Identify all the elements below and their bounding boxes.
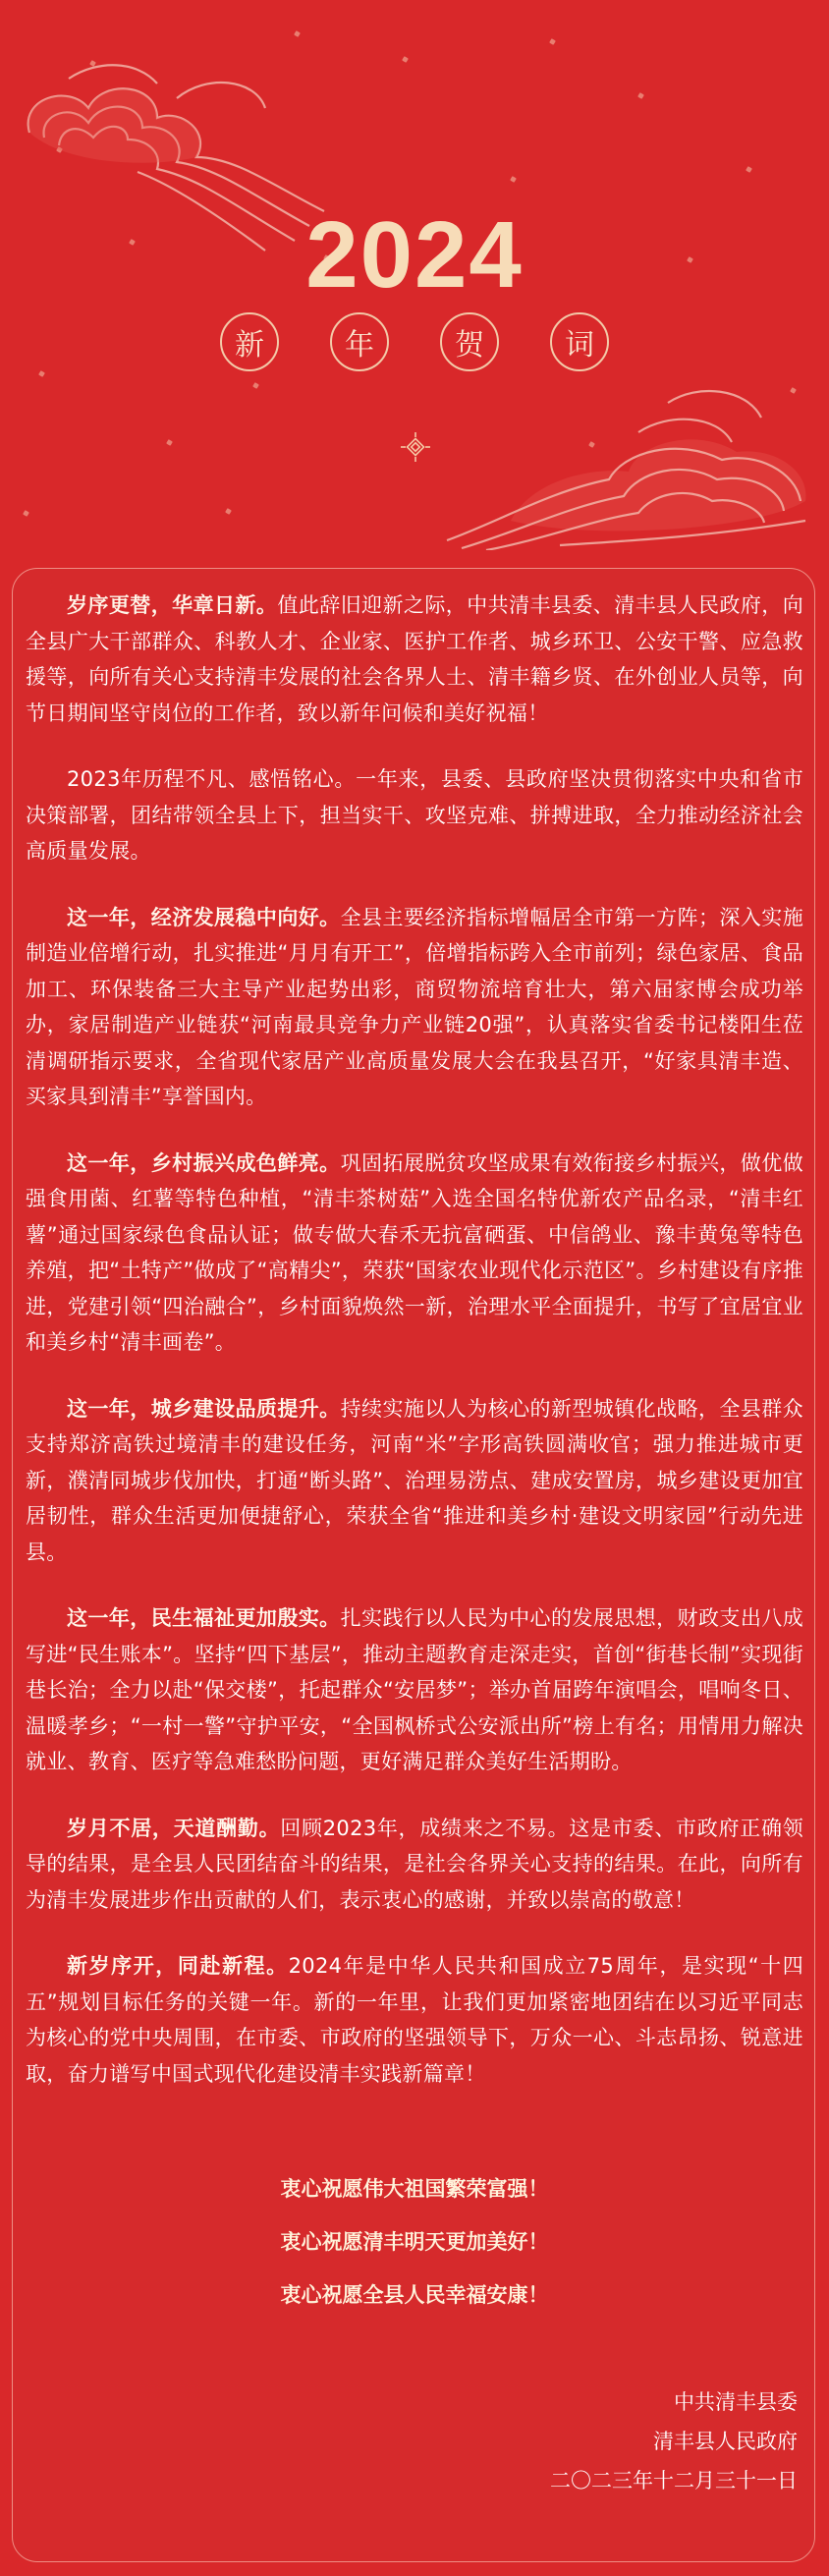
- greeting-char: 新: [220, 312, 279, 371]
- paragraph-text: 值此辞旧迎新之际，中共清丰县委、清丰县人民政府，向全县广大干部群众、科教人才、企业家、医护工作者、城乡环卫、公安干警、应急救援等，向所有关心支持清丰发展的社会各界人士、清丰籍乡贤、在外创业人员等，向节日期间坚守岗位的工作者，致以新年问候和美好祝福！: [26, 593, 804, 725]
- paragraph-lead: 这一年，经济发展稳中向好。: [67, 905, 341, 929]
- paragraph-text: 2023年历程不凡、感悟铭心。一年来，县委、县政府坚决贯彻落实中央和省市决策部署，团结带领全县上下，担当实干、攻坚克难、拼搏进取，全力推动经济社会高质量发展。: [26, 767, 803, 863]
- paragraph: [26, 1948, 803, 2092]
- greeting-char: 词: [550, 312, 609, 371]
- paragraph: [26, 1600, 803, 1780]
- paragraph-lead: 岁序更替，华章日新。: [67, 593, 278, 617]
- wishes-block: [0, 2171, 829, 2330]
- paragraph-text: 扎实践行以人民为中心的发展思想，财政支出八成写进“民生账本”。坚持“四下基层”，推动主题教育走深走实，首创“街巷长制”实现街巷长治；全力以赴“保交楼”，托起群众“安居梦”；举办首届跨年演唱会，唱响冬日、温暖孝乡；“一村一警”守护平安，“全国枫桥式公安派出所”榜上有名；用情用力解决就业、教育、医疗等急难愁盼问题，更好满足群众美好生活期盼。: [26, 1606, 803, 1773]
- paragraph-text: 全县主要经济指标增幅居全市第一方阵；深入实施制造业倍增行动，扎实推进“月月有开工”，倍增指标跨入全市前列；绿色家居、食品加工、环保装备三大主导产业起势出彩，商贸物流培育壮大，第六届家博会成功举办，家居制造产业链获“河南最具竞争力产业链20强”，认真落实省委书记楼阳生莅清调研指示要求，全省现代家居产业高质量发展大会在我县召开，“好家具清丰造、买家具到清丰”享誉国内。: [26, 905, 803, 1108]
- letter-body: [26, 588, 803, 2122]
- signature-org-party: 中共清丰县委: [674, 2390, 798, 2414]
- signature-date: 二〇二三年十二月三十一日: [550, 2469, 798, 2492]
- greeting-char: 贺: [440, 312, 499, 371]
- paragraph-lead: 新岁序开，同赴新程。: [67, 1954, 289, 1978]
- paragraph-lead: 这一年，乡村振兴成色鲜亮。: [67, 1150, 341, 1175]
- signature-org-government: 清丰县人民政府: [653, 2430, 798, 2453]
- paragraph: [26, 900, 803, 1115]
- paragraph: [26, 588, 803, 731]
- paragraph: [26, 1391, 803, 1571]
- paragraph: [26, 761, 803, 869]
- paragraph: [26, 1811, 803, 1919]
- greeting-title: [0, 312, 829, 371]
- chinese-knot-icon: [401, 432, 430, 462]
- paragraph-text: 回顾2023年，成绩来之不易。这是市委、市政府正确领导的结果，是全县人民团结奋斗的结果，是社会各界关心支持的结果。在此，向所有为清丰发展进步作出贡献的人们，表示衷心的感谢，并致以崇高的敬意！: [26, 1816, 803, 1912]
- wish-line: 衷心祝愿清丰明天更加美好！: [280, 2230, 549, 2254]
- paragraph-text: 2024年是中华人民共和国成立75周年，是实现“十四五”规划目标任务的关键一年。新的一年里，让我们更加紧密地团结在以习近平同志为核心的党中央周围，在市委、市政府的坚强领导下，万众一心、斗志昂扬、锐意进取，奋力谱写中国式现代化建设清丰实践新篇章！: [26, 1954, 804, 2086]
- paragraph-text: 巩固拓展脱贫攻坚成果有效衔接乡村振兴，做优做强食用菌、红薯等特色种植，“清丰茶树菇”入选全国名特优新农产品名录，“清丰红薯”通过国家绿色食品认证；做专做大春禾无抗富硒蛋、中信鸽业、豫丰黄兔等特色养殖，把“土特产”做成了“高精尖”，荣获“国家农业现代化示范区”。乡村建设有序推进，党建引领“四治融合”，乡村面貌焕然一新，治理水平全面提升，书写了宜居宜业和美乡村“清丰画卷”。: [26, 1150, 803, 1354]
- paragraph-lead: 这一年，城乡建设品质提升。: [67, 1396, 341, 1421]
- paragraph-lead: 这一年，民生福祉更加殷实。: [67, 1606, 341, 1630]
- paragraph-lead: 岁月不居，天道酬勤。: [67, 1816, 281, 1840]
- cloud-ornament-right: [442, 373, 825, 550]
- wish-line: 衷心祝愿全县人民幸福安康！: [280, 2283, 549, 2307]
- wish-line: 衷心祝愿伟大祖国繁荣富强！: [280, 2177, 549, 2201]
- year-title: 2024: [305, 202, 524, 308]
- greeting-char: 年: [330, 312, 389, 371]
- signature-block: [550, 2382, 798, 2500]
- paragraph: [26, 1146, 803, 1361]
- paragraph-text: 持续实施以人为核心的新型城镇化战略，全县群众支持郑济高铁过境清丰的建设任务，河南“米”字形高铁圆满收官；强力推进城市更新，濮清同城步伐加快，打通“断头路”、治理易涝点、建成安置房，城乡建设更加宜居韧性，群众生活更加便捷舒心，荣获全省“推进和美乡村·建设文明家园”行动先进县。: [26, 1396, 803, 1564]
